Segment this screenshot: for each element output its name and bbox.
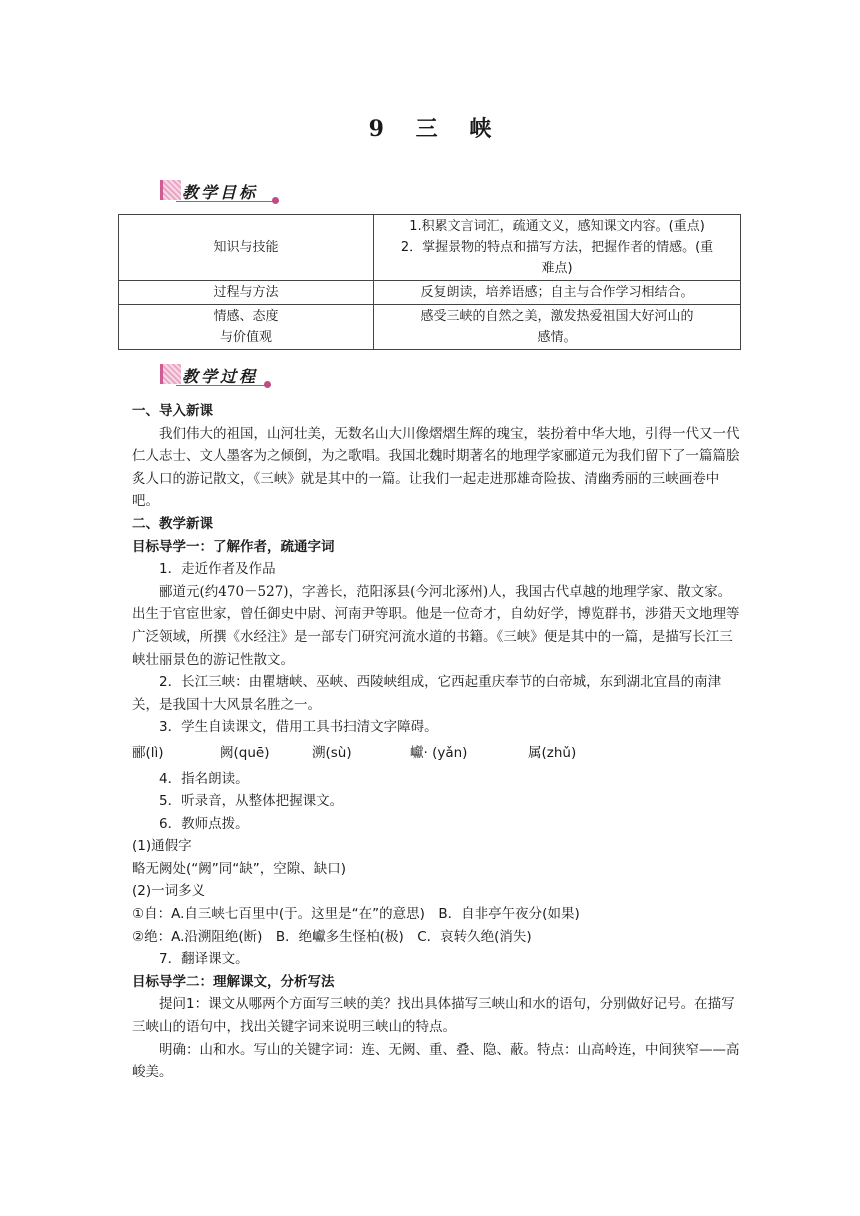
answer: 明确：山和水。写山的关键字词：连、无阙、重、叠、隐、蔽。特点：山高岭连，中间狭窄——高峻美。 — [132, 1041, 740, 1081]
pronunciation-item: 阙(quē) — [220, 744, 270, 761]
sub-item: ②绝：A.沿溯阻绝(断) B．绝巘多生怪柏(极) C．哀转久绝(消失) — [132, 928, 532, 945]
section-heading: 二、教学新课 — [132, 515, 213, 532]
section-heading: 一、导入新课 — [132, 403, 213, 419]
title-number: 9 — [368, 116, 384, 142]
question: 提问1：课文从哪两个方面写三峡的美？找出具体描写三峡山和水的语句，分别做好记号。在描写三峡山的语句中，找出关键字词来说明三峡山的特点。 — [132, 996, 735, 1036]
table-row — [119, 305, 741, 350]
banner-dot-icon — [264, 381, 271, 388]
sub-item: ①自：A.自三峡七百里中(于。这里是“在”的意思) B．自非亭午夜分(如果) — [132, 906, 580, 923]
item: 5．听录音，从整体把握课文。 — [159, 793, 344, 810]
goal-value — [374, 215, 741, 281]
banner-label: 教学过程 — [182, 367, 259, 386]
goal-value-line: 难点) — [541, 261, 573, 276]
pronunciation-item: 巘· (yǎn) — [410, 744, 468, 761]
item: 2．长江三峡：由瞿塘峡、巫峡、西陵峡组成，它西起重庆奉节的白帝城，东到湖北宜昌的南津关，是我国十大风景名胜之一。 — [132, 674, 722, 713]
lesson-body — [132, 400, 742, 1084]
pronunciation-item: 溯(sù) — [312, 744, 352, 761]
pronunciation-item: 郦(lì) — [132, 744, 164, 761]
goal-key: 知识与技能 — [119, 215, 374, 281]
title-char-1: 三 — [415, 116, 438, 142]
banner-stripe — [160, 180, 181, 200]
goal-value — [374, 305, 741, 350]
goal-value-line: 2．掌握景物的特点和描写方法，把握作者的情感。(重 — [400, 240, 714, 255]
item: 1．走近作者及作品 — [159, 561, 276, 578]
goal-key: 过程与方法 — [119, 281, 374, 305]
paragraph: 我们伟大的祖国，山河壮美，无数名山大川像熠熠生辉的瑰宝，装扮着中华大地，引得一代又一代仁人志士、文人墨客为之倾倒，为之歌唱。我国北魏时期著名的地理学家郦道元为我们留下了一篇篇脍炙人口的游记散文，《三峡》就是其中的一篇。让我们一起走进那雄奇险拔、清幽秀丽的三峡画卷中吧。 — [132, 425, 740, 510]
page-title — [0, 112, 860, 143]
banner-underline — [176, 385, 266, 386]
table-row — [119, 215, 741, 281]
goal-key — [119, 305, 374, 350]
author-bio: 郦道元(约470－527)，字善长，范阳涿县(今河北涿州)人，我国古代卓越的地理学家、散文家。出生于官宦世家，曾任御史中尉、河南尹等职。他是一位奇才，自幼好学，博览群书，涉猎天文地理等广泛领域，所撰《水经注》是一部专门研究河流水道的书籍。《三峡》便是其中的一篇，是描写长江三峡壮丽景色的游记性散文。 — [132, 583, 740, 668]
teaching-process-banner — [160, 364, 282, 390]
goal-key-line: 情感、态度 — [213, 309, 279, 324]
goal-value-line: 感受三峡的自然之美，激发热爱祖国大好河山的 — [420, 309, 694, 324]
table-row — [119, 281, 741, 305]
item: 3．学生自读课文，借用工具书扫清文字障碍。 — [159, 719, 438, 736]
item: 6．教师点拨。 — [159, 815, 249, 832]
sub-item: (1)通假字 — [132, 838, 192, 855]
title-char-2: 峡 — [469, 116, 492, 142]
pronunciation-row — [132, 742, 742, 765]
item: 7．翻译课文。 — [159, 951, 249, 968]
banner-underline — [176, 201, 274, 202]
goal-value-line: 感情。 — [537, 330, 577, 345]
banner-label: 教学目标 — [182, 183, 259, 202]
goal-value-line: 1.积累文言词汇，疏通文义，感知课文内容。(重点) — [409, 219, 705, 234]
goal-heading: 目标导学二：理解课文，分析写法 — [132, 973, 335, 990]
goal-key-line: 与价值观 — [219, 330, 272, 345]
sub-item: (2)一词多义 — [132, 883, 206, 900]
pronunciation-item: 属(zhǔ) — [528, 744, 577, 761]
item: 4．指名朗读。 — [159, 770, 249, 787]
sub-item: 略无阙处(“阙”同“缺”，空隙、缺口) — [132, 860, 347, 877]
goal-heading: 目标导学一：了解作者，疏通字词 — [132, 538, 335, 555]
teaching-goals-banner — [160, 180, 282, 206]
banner-stripe — [160, 364, 181, 384]
banner-dot-icon — [272, 197, 279, 204]
goals-table — [118, 214, 741, 350]
goal-value: 反复朗读，培养语感；自主与合作学习相结合。 — [374, 281, 741, 305]
